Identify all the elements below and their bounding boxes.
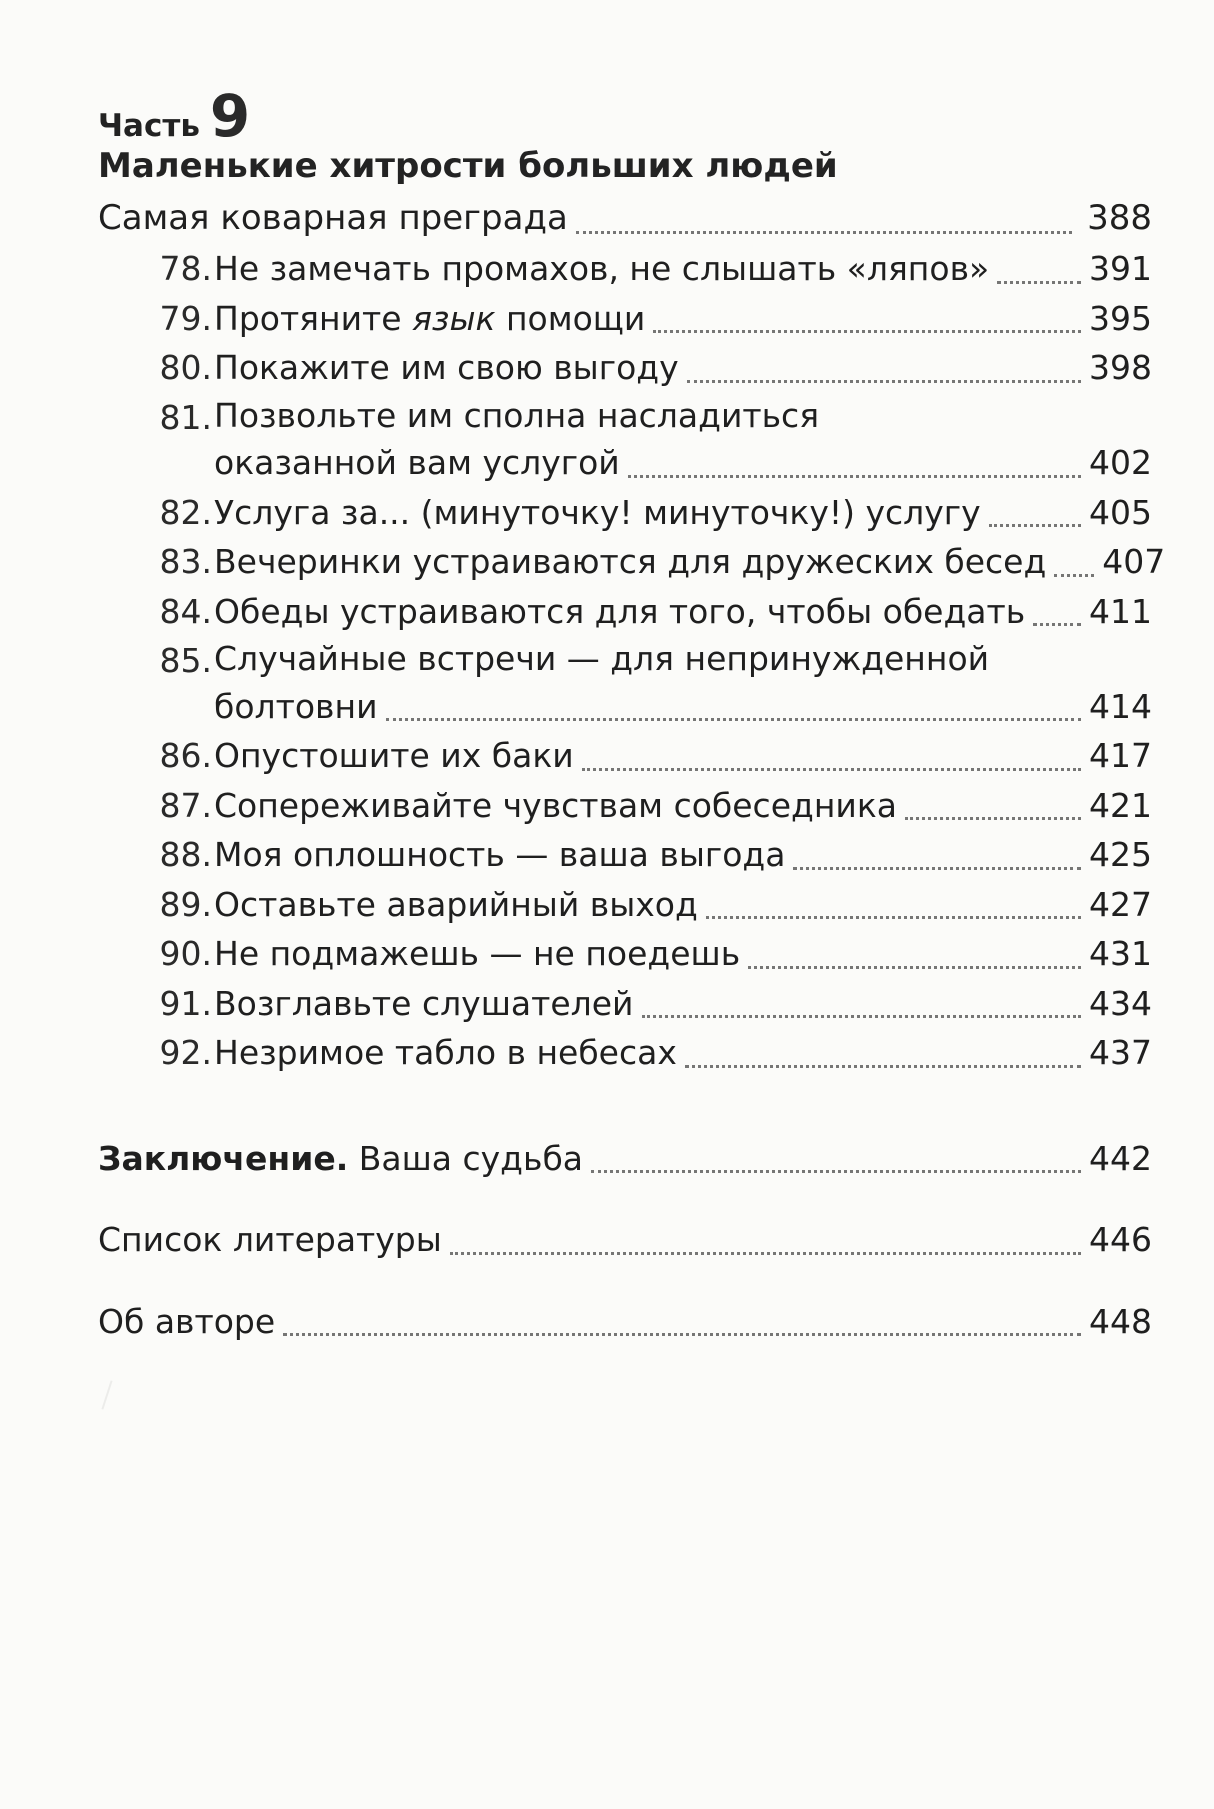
chapter-title [214, 731, 574, 781]
chapter-item[interactable] [98, 537, 1166, 587]
author-entry[interactable] [98, 1297, 1152, 1347]
section-gap [98, 1078, 1152, 1134]
chapter-item[interactable] [98, 393, 1152, 488]
chapter-title [214, 880, 698, 930]
bibliography-entry[interactable] [98, 1215, 1152, 1265]
chapter-number: 79. [159, 298, 212, 338]
chapter-title-part: Оставьте аварийный выход [214, 884, 698, 924]
conclusion-entry[interactable] [98, 1134, 1152, 1184]
table-of-contents-page [98, 82, 1166, 1346]
chapter-page-number: 402 [1089, 443, 1152, 483]
chapter-number: 82. [159, 492, 212, 532]
chapter-title-line: Случайные встречи — для непринужденной [214, 639, 990, 679]
chapter-title-part: Услуга за... (минуточку! минуточку!) услугу [214, 492, 981, 532]
chapter-title-line [214, 488, 1152, 538]
chapter-title-line [214, 830, 1152, 880]
chapter-body [214, 731, 1152, 781]
conclusion-page-number: 442 [1089, 1138, 1152, 1178]
dot-leader [386, 718, 1081, 721]
part-number: 9 [209, 82, 251, 150]
chapter-title-line [214, 880, 1152, 930]
chapter-page-number: 407 [1102, 542, 1166, 582]
chapter-page-number: 434 [1089, 983, 1152, 1023]
chapter-body [214, 393, 1152, 488]
intro-title: Самая коварная преграда [98, 198, 568, 239]
section-gap [98, 1183, 1152, 1215]
chapter-title: болтовни [214, 686, 378, 726]
part-line [98, 82, 1152, 150]
dot-leader [793, 867, 1081, 870]
conclusion-rest: Ваша судьба [348, 1138, 584, 1178]
chapter-number: 84. [159, 591, 212, 631]
chapter-title-part: Вечеринки устраиваются для дружеских бесед [214, 542, 1047, 582]
chapter-body [214, 1028, 1152, 1078]
chapter-title [214, 830, 785, 880]
chapter-title-part: Протяните [214, 298, 413, 338]
chapter-title-part: Сопереживайте чувствам собеседника [214, 785, 897, 825]
chapter-title-line [214, 731, 1152, 781]
dot-leader [576, 231, 1072, 234]
chapter-title-line [214, 781, 1152, 831]
dot-leader [1054, 574, 1094, 577]
scan-artifact [101, 1380, 112, 1409]
chapter-body [214, 488, 1152, 538]
chapter-title-part: Моя оплошность — ваша выгода [214, 835, 786, 875]
chapter-body [214, 294, 1152, 344]
conclusion-bold: Заключение. [98, 1138, 349, 1178]
chapter-title-line [214, 294, 1152, 344]
chapter-number: 89. [159, 884, 212, 924]
dot-leader [687, 380, 1081, 383]
chapter-item[interactable] [98, 343, 1152, 393]
bibliography-page-number: 446 [1089, 1220, 1152, 1260]
chapter-title [214, 1028, 677, 1078]
chapter-body [214, 830, 1152, 880]
chapter-page-number: 414 [1089, 686, 1152, 726]
part-header [98, 82, 1152, 187]
chapter-title [214, 979, 634, 1029]
bibliography-title: Список литературы [98, 1220, 442, 1260]
chapter-page-number: 421 [1089, 785, 1152, 825]
chapter-page-number: 425 [1089, 835, 1152, 875]
part-prefix: Часть [98, 108, 200, 144]
chapter-title-last-line [214, 682, 1152, 732]
author-title: Об авторе [98, 1301, 276, 1341]
author-page-number: 448 [1089, 1301, 1152, 1341]
chapter-page-number: 431 [1089, 934, 1152, 974]
chapter-body [214, 537, 1166, 587]
dot-leader [706, 916, 1081, 919]
chapter-item[interactable] [98, 244, 1152, 294]
chapter-number: 78. [159, 249, 212, 289]
dot-leader [1033, 623, 1081, 626]
chapter-number: 91. [159, 983, 212, 1023]
chapter-item[interactable] [98, 1028, 1152, 1078]
chapter-title-line [214, 1028, 1152, 1078]
section-gap [98, 1265, 1152, 1297]
chapter-page-number: 417 [1089, 736, 1152, 776]
chapter-item[interactable] [98, 731, 1152, 781]
chapter-title: оказанной вам услугой [214, 443, 620, 483]
chapter-page-number: 395 [1089, 298, 1152, 338]
chapter-body [214, 781, 1152, 831]
dot-leader [628, 475, 1081, 478]
chapter-item[interactable] [98, 830, 1152, 880]
chapter-title-part: Не замечать промахов, не слышать «ляпов» [214, 249, 990, 289]
chapter-title-part: Незримое табло в небесах [214, 1033, 677, 1073]
intro-entry[interactable] [98, 193, 1152, 244]
chapter-number: 81. [159, 397, 212, 437]
chapter-title [214, 587, 1025, 637]
chapter-item[interactable] [98, 587, 1152, 637]
chapter-number: 92. [159, 1033, 212, 1073]
chapter-number: 83. [159, 542, 212, 582]
chapter-page-number: 437 [1089, 1033, 1152, 1073]
chapter-body [214, 979, 1152, 1029]
dot-leader [997, 281, 1081, 284]
dot-leader [989, 524, 1081, 527]
chapter-item[interactable] [98, 929, 1152, 979]
chapter-item[interactable] [98, 979, 1152, 1029]
dot-leader [748, 966, 1081, 969]
chapter-title-part: Покажите им свою выгоду [214, 348, 679, 388]
chapter-title-line [214, 343, 1152, 393]
chapter-body [214, 880, 1152, 930]
chapter-title-line [214, 929, 1152, 979]
chapter-body [214, 636, 1152, 731]
chapter-title-line [214, 537, 1166, 587]
chapter-number: 80. [159, 348, 212, 388]
chapter-title [214, 537, 1046, 587]
chapter-body [214, 244, 1152, 294]
chapter-number: 86. [159, 736, 212, 776]
chapter-title-part: Обеды устраиваются для того, чтобы обедать [214, 591, 1026, 631]
dot-leader [591, 1170, 1081, 1173]
chapter-title [214, 781, 897, 831]
chapter-list [98, 244, 1166, 1078]
chapter-title-part: Не подмажешь — не поедешь [214, 934, 741, 974]
chapter-title-line [214, 587, 1152, 637]
chapter-title-part: Возглавьте слушателей [214, 983, 634, 1023]
chapter-item[interactable] [98, 880, 1152, 930]
dot-leader [905, 817, 1081, 820]
part-title: Маленькие хитрости больших людей [98, 145, 838, 186]
chapter-title-line: Позвольте им сполна насладиться [214, 395, 820, 435]
chapter-item[interactable] [98, 294, 1152, 344]
chapter-title-line [214, 244, 1152, 294]
chapter-body [214, 343, 1152, 393]
chapter-page-number: 411 [1089, 591, 1152, 631]
dot-leader [653, 330, 1081, 333]
chapter-number: 90. [159, 934, 212, 974]
chapter-body [214, 929, 1152, 979]
chapter-item[interactable] [98, 781, 1152, 831]
chapter-item[interactable] [98, 488, 1152, 538]
chapter-title-part: Опустошите их баки [214, 736, 574, 776]
chapter-page-number: 405 [1089, 492, 1152, 532]
chapter-page-number: 427 [1089, 884, 1152, 924]
dot-leader [283, 1333, 1081, 1336]
chapter-title-part: помощи [495, 298, 646, 338]
chapter-page-number: 391 [1089, 249, 1152, 289]
chapter-title-last-line [214, 438, 1152, 488]
chapter-title-line [214, 979, 1152, 1029]
conclusion-title [98, 1134, 583, 1184]
chapter-number: 88. [159, 835, 212, 875]
intro-page-number: 388 [1087, 198, 1152, 239]
chapter-page-number: 398 [1089, 348, 1152, 388]
chapter-number: 87. [159, 785, 212, 825]
dot-leader [450, 1252, 1081, 1255]
chapter-title-part: язык [412, 298, 496, 338]
chapter-item[interactable] [98, 636, 1152, 731]
dot-leader [582, 768, 1081, 771]
chapter-title [214, 488, 981, 538]
chapter-title [214, 343, 679, 393]
dot-leader [685, 1065, 1081, 1068]
dot-leader [642, 1015, 1082, 1018]
chapter-number: 85. [159, 641, 212, 681]
chapter-body [214, 587, 1152, 637]
chapter-title [214, 244, 989, 294]
chapter-title [214, 929, 740, 979]
chapter-title [214, 294, 645, 344]
